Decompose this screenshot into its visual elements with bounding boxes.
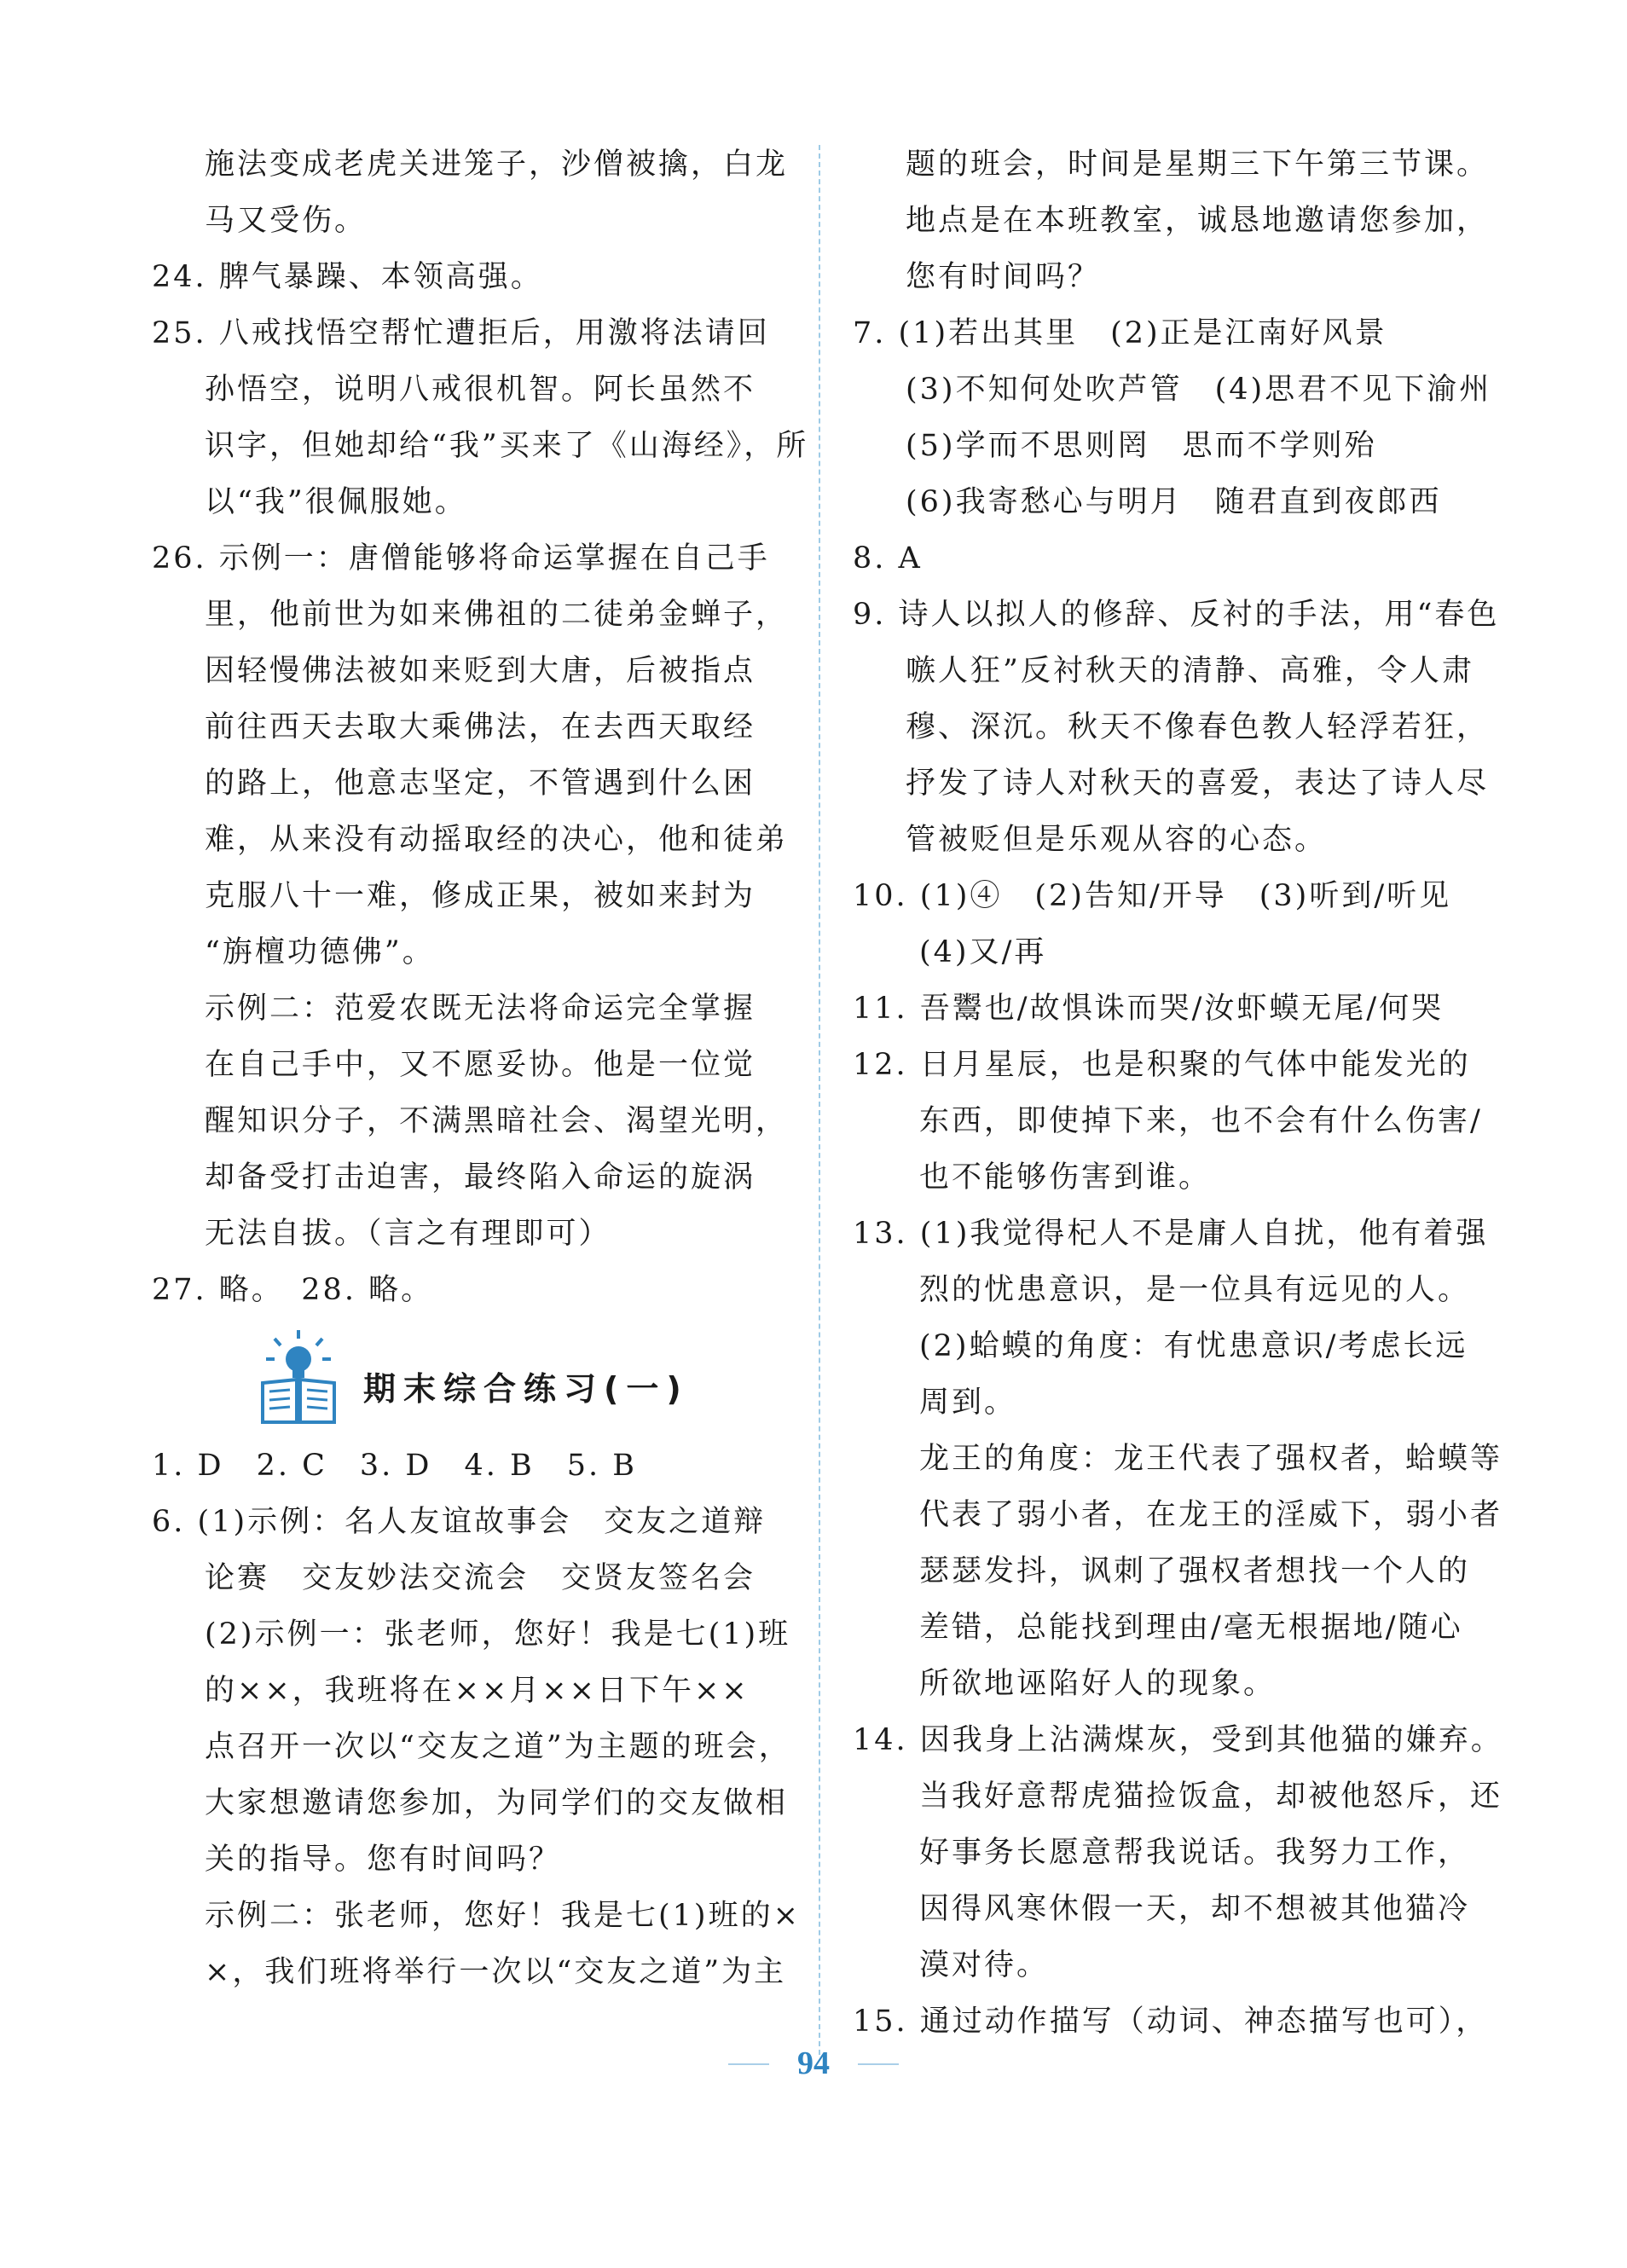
- text-line: 论赛 交友妙法交流会 交贤友签名会: [205, 1561, 756, 1595]
- text-line: 关的指导。您有时间吗？: [205, 1843, 562, 1877]
- text-line: 里，他前世为如来佛祖的二徒弟金蝉子，: [205, 598, 789, 632]
- text-line: 8. A: [853, 541, 923, 576]
- text-line: 代表了弱小者，在龙王的淫威下，弱小者: [919, 1498, 1503, 1532]
- text-line: 在自己手中，又不愿妥协。他是一位觉: [205, 1048, 756, 1082]
- text-line: 地点是在本班教室，诚恳地邀请您参加，: [906, 204, 1490, 238]
- text-line: 东西，即使掉下来，也不会有什么伤害/: [919, 1104, 1483, 1138]
- text-line: 24. 脾气暴躁、本领高强。: [152, 260, 543, 294]
- text-line: 因得风寒休假一天，却不想被其他猫冷: [919, 1892, 1471, 1926]
- text-line: 好事务长愿意帮我说话。我努力工作，: [919, 1836, 1471, 1870]
- text-line: 前往西天去取大乘佛法，在去西天取经: [205, 710, 756, 744]
- text-line: 26. 示例一：唐僧能够将命运掌握在自己手: [152, 541, 770, 576]
- text-line: 15. 通过动作描写（动词、神态描写也可），: [853, 2005, 1489, 2039]
- text-line: 难，从来没有动摇取经的决心，他和徒弟: [205, 823, 789, 857]
- text-line: 的××，我班将在××月××日下午××: [205, 1674, 750, 1708]
- text-line: 管被贬但是乐观从容的心态。: [906, 823, 1328, 857]
- text-line: 14. 因我身上沾满煤灰，受到其他猫的嫌弃。: [853, 1723, 1503, 1757]
- text-line: 25. 八戒找悟空帮忙遭拒后，用激将法请回: [152, 316, 770, 350]
- text-line: (2)示例一：张老师，您好！我是七(1)班: [205, 1617, 791, 1652]
- text-line: 醒知识分子，不满黑暗社会、渴望光明，: [205, 1104, 789, 1138]
- text-line: 示例二：张老师，您好！我是七(1)班的×: [205, 1899, 801, 1933]
- text-line: 当我好意帮虎猫捡饭盒，却被他怒斥，还: [919, 1779, 1503, 1814]
- text-line: 大家想邀请您参加，为同学们的交友做相: [205, 1786, 789, 1820]
- text-line: 周到。: [919, 1386, 1017, 1420]
- text-line: 也不能够伤害到谁。: [919, 1160, 1212, 1195]
- text-line: (5)学而不思则罔 思而不学则殆: [906, 429, 1377, 463]
- page-number-rule-right: [858, 2063, 899, 2065]
- left-answers-before: [152, 136, 809, 1318]
- text-line: 1. D 2. C 3. D 4. B 5. B: [152, 1449, 637, 1483]
- text-line: 12. 日月星辰，也是积聚的气体中能发光的: [853, 1048, 1471, 1082]
- text-line: 题的班会，时间是星期三下午第三节课。: [906, 148, 1490, 182]
- text-line: (2)蛤蟆的角度：有忧患意识/考虑长远: [919, 1329, 1468, 1363]
- text-line: 所欲地诬陷好人的现象。: [919, 1667, 1277, 1701]
- text-line: “旃檀功德佛”。: [205, 935, 435, 969]
- text-line: 以“我”很佩服她。: [205, 485, 467, 519]
- right-column: [853, 136, 1503, 2050]
- text-line: 施法变成老虎关进笼子，沙僧被擒，白龙: [205, 148, 789, 182]
- text-line: 13. (1)我觉得杞人不是庸人自扰，他有着强: [853, 1217, 1489, 1251]
- text-line: 您有时间吗？: [906, 260, 1101, 294]
- section-heading: [152, 1327, 785, 1432]
- text-line: 示例二：范爱农既无法将命运完全掌握: [205, 992, 756, 1026]
- text-line: 烈的忧患意识，是一位具有远见的人。: [919, 1273, 1471, 1307]
- text-line: ×，我们班将举行一次以“交友之道”为主: [205, 1955, 787, 1989]
- text-line: 穆、深沉。秋天不像春色教人轻浮若狂，: [906, 710, 1490, 744]
- section-title: 期末综合练习(一): [363, 1370, 689, 1408]
- text-line: 龙王的角度：龙王代表了强权者，蛤蟆等: [919, 1442, 1503, 1476]
- text-line: 差错，总能找到理由/毫无根据地/随心: [919, 1611, 1463, 1645]
- column-divider: [819, 145, 820, 2055]
- text-line: 9. 诗人以拟人的修辞、反衬的手法，用“春色: [853, 598, 1500, 632]
- left-column: [152, 136, 809, 2000]
- text-line: 无法自拔。（言之有理即可）: [205, 1217, 611, 1251]
- text-line: 因轻慢佛法被如来贬到大唐，后被指点: [205, 654, 756, 688]
- text-line: 10. (1)④ (2)告知/开导 (3)听到/听见: [853, 879, 1452, 913]
- text-line: (3)不知何处吹芦管 (4)思君不见下渝州: [906, 373, 1492, 407]
- text-line: 孙悟空，说明八戒很机智。阿长虽然不: [205, 373, 756, 407]
- text-line: 点召开一次以“交友之道”为主题的班会，: [205, 1730, 791, 1764]
- text-line: 嗾人狂”反衬秋天的清静、高雅，令人肃: [906, 654, 1474, 688]
- book-lightbulb-icon: [256, 1327, 341, 1426]
- right-answers: [853, 136, 1503, 2050]
- text-line: 漠对待。: [919, 1948, 1050, 1982]
- text-line: 6. (1)示例：名人友谊故事会 交友之道辩: [152, 1505, 767, 1539]
- left-answers-after: [152, 1438, 801, 2000]
- text-line: 抒发了诗人对秋天的喜爱，表达了诗人尽: [906, 767, 1490, 801]
- text-line: 识字，但她却给“我”买来了《山海经》，所: [205, 429, 809, 463]
- text-line: 11. 吾鬻也/故惧诛而哭/汝虾蟆无尾/何哭: [853, 992, 1445, 1026]
- text-line: 瑟瑟发抖，讽刺了强权者想找一个人的: [919, 1554, 1471, 1588]
- text-line: (6)我寄愁心与明月 随君直到夜郎西: [906, 485, 1442, 519]
- text-line: 马又受伤。: [205, 204, 368, 238]
- text-line: 克服八十一难，修成正果，被如来封为: [205, 879, 756, 913]
- text-line: 7. (1)若出其里 (2)正是江南好风景: [853, 316, 1387, 350]
- text-line: (4)又/再: [919, 935, 1047, 969]
- page-number: 94: [797, 2045, 830, 2081]
- text-line: 27. 略。 28. 略。: [152, 1273, 434, 1307]
- text-line: 的路上，他意志坚定，不管遇到什么困: [205, 767, 756, 801]
- text-line: 却备受打击迫害，最终陷入命运的旋涡: [205, 1160, 756, 1195]
